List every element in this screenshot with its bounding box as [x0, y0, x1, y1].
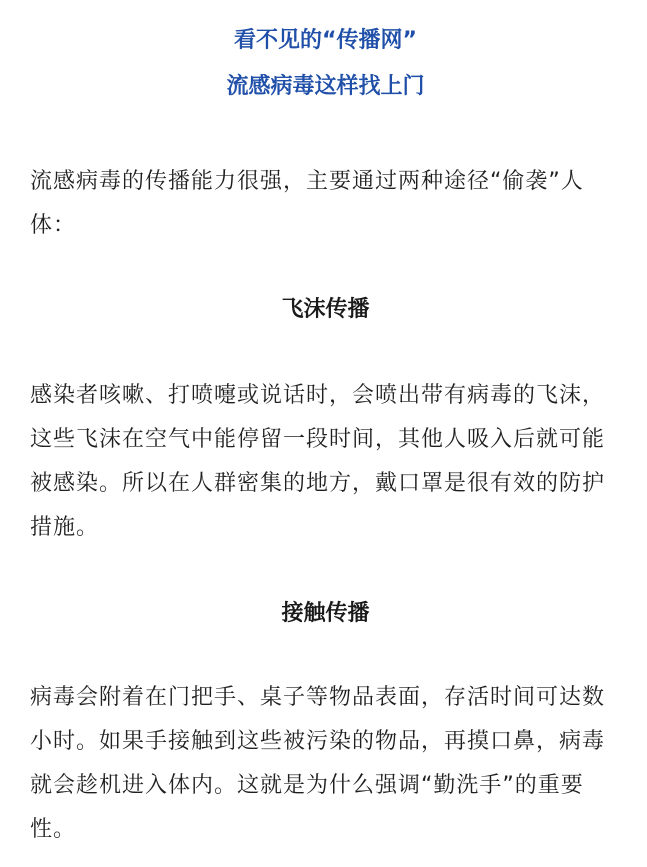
intro-paragraph: 流感病毒的传播能力很强，主要通过两种途径“偷袭”人体： [30, 169, 584, 238]
section-body-droplet: 感染者咳嗽、打喷嚏或说话时，会喷出带有病毒的飞沫，这些飞沫在空气中能停留一段时间，其他人吸入后就可能被感染。所以在人群密集的地方，戴口罩是很有效的防护措施。 [30, 383, 606, 540]
section-heading-contact: 接触传播 [281, 601, 370, 626]
title-block [30, 0, 621, 110]
article-title-line-1: 看不见的“传播网” [234, 28, 417, 53]
section-body-contact: 病毒会附着在门把手、桌子等物品表面，存活时间可达数小时。如果手接触到这些被污染的物品，再摸口鼻，病毒就会趁机进入体内。这就是为什么强调“勤洗手”的重要性。 [30, 685, 606, 842]
section-heading-droplet: 飞沫传播 [281, 297, 370, 322]
article-title-line-2: 流感病毒这样找上门 [226, 74, 425, 99]
